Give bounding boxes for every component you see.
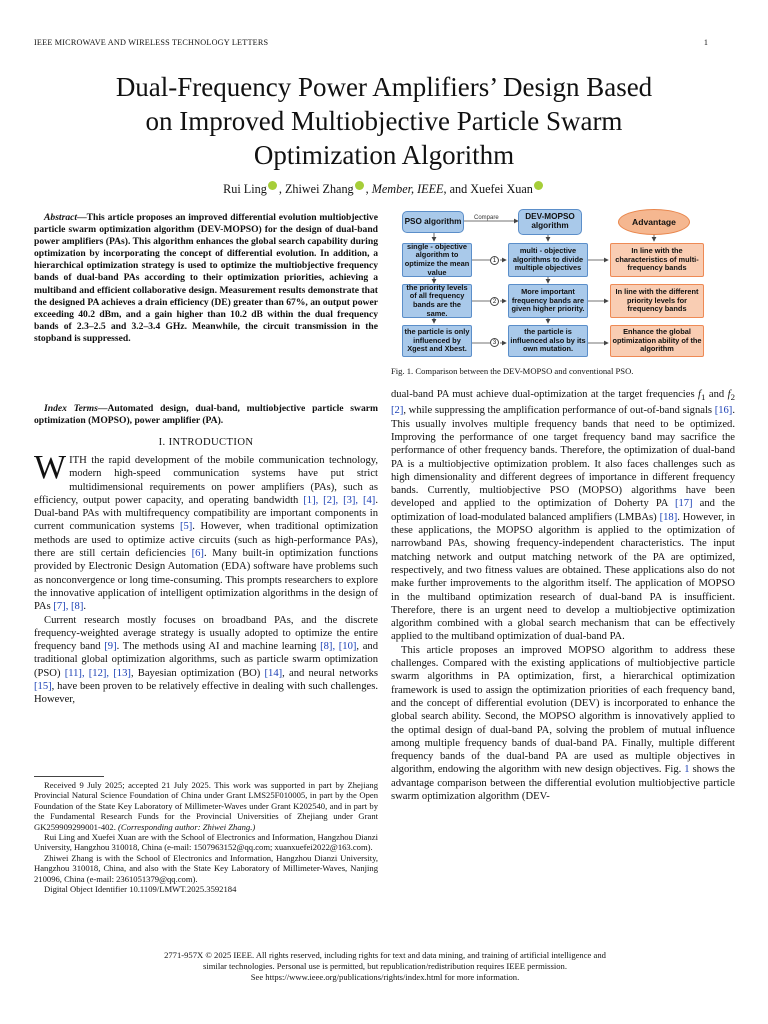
row2-pso-box: the priority levels of all frequency bands are the same. <box>402 284 472 318</box>
intro-text: Current research mostly focuses on broadband PAs, and the discrete frequency-weighted average strategy is usually adopted to optimize the entire frequency band <box>34 614 378 653</box>
citation-link[interactable]: [17] <box>674 498 693 510</box>
orcid-icon[interactable] <box>355 181 364 190</box>
index-terms-label: Index Terms <box>44 403 98 414</box>
figure-caption: Fig. 1. Comparison between the DEV-MOPSO and conventional PSO. <box>391 366 634 376</box>
footnote-rule <box>34 776 104 777</box>
body-text: dual-band PA must achieve dual-optimization at the target frequencies <box>391 389 699 400</box>
paper-title <box>34 70 734 172</box>
section-heading-introduction: I. INTRODUCTION <box>158 437 254 448</box>
row3-advantage-box: Enhance the global optimization ability of the algorithm <box>610 325 704 357</box>
intro-text: ITH the rapid development of the mobile communication technology, modern high-speed communication systems have put strict multidimensional requirements on power amplifiers (PAs), such as efficiency, output power capacity, and operating bandwidth <box>34 455 378 506</box>
citation-link[interactable]: [18] <box>659 511 678 523</box>
title-line-2: on Improved Multiobjective Particle Swarm <box>145 106 623 136</box>
body-text: shows the advantage comparison between the differential evolution multiobjective particle swarm optimization algorithm (DEV- <box>391 764 735 803</box>
body-text: . This usually involves multiple frequency bands that need to be optimized. Improving the performance of one target frequency band may sacrifice the performance of other frequency bands. Therefore, the optimization of dual-band PA is a multiobjective optimization problem. It also faces challenges such as high dimensionality and different degrees of importance in different frequency bands. Currently, multiobjective PSO (MOPSO) algorithms have been developed and applied to the optimization of Doherty PA <box>391 405 735 510</box>
title-line-1: Dual-Frequency Power Amplifiers’ Design Based <box>115 72 653 102</box>
citation-link[interactable]: [1], [2], [3], [4] <box>303 494 376 506</box>
copyright-notice <box>60 950 710 983</box>
title-line-3: Optimization Algorithm <box>253 140 515 170</box>
figure-1 <box>398 205 738 357</box>
row2-dev-box: More important frequency bands are given higher priority. <box>508 284 588 318</box>
freq-symbol: f <box>727 389 731 400</box>
copyright-line-1: 2771-957X © 2025 IEEE. All rights reserved, including rights for text and data mining, and training of artificial intelligence and <box>164 950 606 960</box>
citation-link[interactable]: [5] <box>179 521 193 533</box>
page-number: 1 <box>703 38 708 47</box>
funding-note: Received 9 July 2025; accepted 21 July 2025. This work was supported in part by Zhejiang Provincial Natural Science Foundation of China under Grant LMS25F010005, in part by the Open Foundation of the State Key Laboratory of Millimeter-Waves under Grant K202540, and in part by the Fundamental Research Funds for the Provincial Universities of Zhejiang under Grant GK259909299001-402. <box>34 780 378 832</box>
author-2: Zhiwei Zhang <box>284 182 354 196</box>
intro-text: . Many built-in optimization functions provided by Electronic Design Automation (EDA) software have problems such as nonconvergence or long time-consuming. This prompts researchers to explore the innovative application of intelligent optimization algorithms in the design of PAs <box>34 548 378 613</box>
body-text: This article proposes an improved MOPSO algorithm to address these challenges. Compared with the existing applications of multiobjective particle swarm algorithms in PA optimization, first, a hierarchical optimization framework is used to assign the optimization priorities of each frequency band, and the concept of differential evolution (DEV) is incorporated to enhance the global search ability. Second, the MOPSO algorithm is innovatively applied to the optimal design of dual-band PA, solving the problem of mutual influence among multiple frequency bands of dual-band PA. Finally, multiple different frequency bands of the dual-band PA are used as multiple objectives in algorithm, endowing the algorithm with new design objectives. Fig. <box>391 644 735 776</box>
freq-symbol: f <box>698 389 701 400</box>
abstract <box>34 212 378 345</box>
corresponding-author: (Corresponding author: Zhiwei Zhang.) <box>118 821 256 832</box>
right-column-body <box>391 388 735 803</box>
dev-mopso-box: DEV-MOPSO algorithm <box>518 209 582 235</box>
row1-pso-box: single - objective algorithm to optimize the mean value <box>402 243 472 277</box>
author-list: Rui Ling , Zhiwei Zhang , Member, IEEE, and Xuefei Xuan <box>34 181 734 197</box>
citation-link[interactable]: [15] <box>34 681 52 693</box>
citation-link[interactable]: [14] <box>264 667 283 679</box>
author-3: , and Xuefei Xuan <box>443 182 533 196</box>
doi: Digital Object Identifier 10.1109/LMWT.2025.3592184 <box>44 884 237 895</box>
citation-link[interactable]: [7], [8] <box>53 601 84 613</box>
step-3-marker: 3 <box>490 338 499 347</box>
affiliation-2: Zhiwei Zhang is with the School of Electronics and Information, Hangzhou Dianzi University, Hangzhou 310018, China, and also with the State Key Laboratory of Millimeter-Waves, Nanjing 210096, China (e-mail: 2361051379@qq.com). <box>34 852 378 884</box>
compare-label: Compare <box>474 215 499 221</box>
citation-link[interactable]: [8], [10] <box>320 641 357 653</box>
row3-dev-box: the particle is influenced also by its own mutation. <box>508 325 588 357</box>
affiliation-1: Rui Ling and Xuefei Xuan are with the School of Electronics and Information, Hangzhou Dianzi University, Hangzhou 310018, China (e-mail: 1507963152@qq.com; xuanxuefei2022@163.com). <box>34 832 378 853</box>
orcid-icon[interactable] <box>534 181 543 190</box>
advantage-box: Advantage <box>618 209 690 235</box>
step-2-marker: 2 <box>490 297 499 306</box>
body-text: , while suppressing the amplification performance of out-of-band signals <box>403 405 715 417</box>
citation-link[interactable]: [6] <box>191 548 204 560</box>
drop-cap: W <box>34 449 67 486</box>
row2-advantage-box: In line with the different priority levels for frequency bands <box>610 284 704 318</box>
orcid-icon[interactable] <box>268 181 277 190</box>
journal-header: IEEE MICROWAVE AND WIRELESS TECHNOLOGY LETTERS <box>34 38 269 47</box>
pso-algorithm-box: PSO algorithm <box>402 211 464 233</box>
figure-link[interactable]: 1 <box>684 764 690 776</box>
member-label: Member, IEEE <box>371 182 444 196</box>
freq-subscript: 1 <box>701 392 706 403</box>
index-terms-text: —Automated design, dual-band, multiobjective particle swarm optimization (MOPSO), power amplifier (PA). <box>34 403 378 427</box>
author-1: Rui Ling <box>223 182 267 196</box>
citation-link[interactable]: [16] <box>714 405 733 417</box>
intro-text: , Bayesian optimization (BO) <box>130 667 265 679</box>
introduction-body <box>34 449 379 707</box>
intro-text: . The methods using AI and machine learning <box>116 641 321 653</box>
row1-advantage-box: In line with the characteristics of multi-frequency bands <box>610 243 704 277</box>
intro-text: . However, when traditional optimization methods are used to optimize active circuits (such as high-performance PAs), there are still certain deficiencies <box>34 521 378 560</box>
citation-link[interactable]: [11], [12], [13] <box>64 667 131 679</box>
copyright-line-3: See https://www.ieee.org/publications/rights/index.html for more information. <box>250 972 520 982</box>
intro-text: . Dual-band PAs with multifrequency compatibility are important components in current communication systems <box>34 494 378 533</box>
row1-dev-box: multi - objective algorithms to divide multiple objectives <box>508 243 588 277</box>
body-text: . However, in these applications, the MOPSO algorithm is applied to the optimization of narrowband PAs, showing frequency-independent characteristics. The input matching network and output matching network of the PA are optimized, respectively, and two fitness values are obtained. These applications also do not make further improvements to the algorithm itself. The application of MOPSO in the multiband optimization research of dual-band PA is insufficient. Therefore, there is an urgent need to develop a multiobjective optimization algorithm combined with a global search mechanism that can be effectively applied to the multiband optimization of dual-band PA. <box>391 511 735 643</box>
freq-subscript: 2 <box>730 392 736 403</box>
body-text: and <box>705 389 728 400</box>
abstract-text: —This article proposes an improved differential evolution multiobjective particle swarm optimization algorithm (DEV-MOPSO) for the design of dual-band power amplifiers (PAs). This algorithm enhances the global search capability during optimization by incorporating the concept of differential evolution. In addition, a hierarchical optimization strategy is used to optimize the multiobjective frequency bands of dual-band PAs according to their optimization priorities, achieving a multiband and efficient collaborative design. Measurement results demonstrate that the designed PA achieves a drain efficiency (DE) greater than 67%, an output power exceeding 40.2 dBm, and a gain higher than 10.2 dB within the dual frequency bands of 2.3–2.5 and 3.2–3.4 GHz. Meanwhile, the circuit transmission in the stopband is suppressed. <box>34 212 378 344</box>
body-text: and the optimization of load-modulated balanced amplifiers (LMBAs) <box>391 498 735 523</box>
intro-text: , have been proven to be relatively effective in dealing with such challenges. However, <box>34 681 378 706</box>
row3-pso-box: the particle is only influenced by Xgest and Xbest. <box>402 325 472 357</box>
citation-link[interactable]: [2] <box>391 405 404 417</box>
abstract-label: Abstract <box>44 212 78 223</box>
footnotes <box>34 780 378 894</box>
copyright-line-2: similar technologies. Personal use is permitted, but republication/redistribution requires IEEE permission. <box>203 961 567 971</box>
intro-text: , and neural networks <box>282 667 378 679</box>
index-terms <box>34 403 378 427</box>
step-1-marker: 1 <box>490 256 499 265</box>
intro-text: , and traditional global optimization algorithms, such as particle swarm optimization (PSO) <box>34 641 379 679</box>
citation-link[interactable]: [9] <box>104 641 117 653</box>
intro-text: . <box>83 601 87 613</box>
